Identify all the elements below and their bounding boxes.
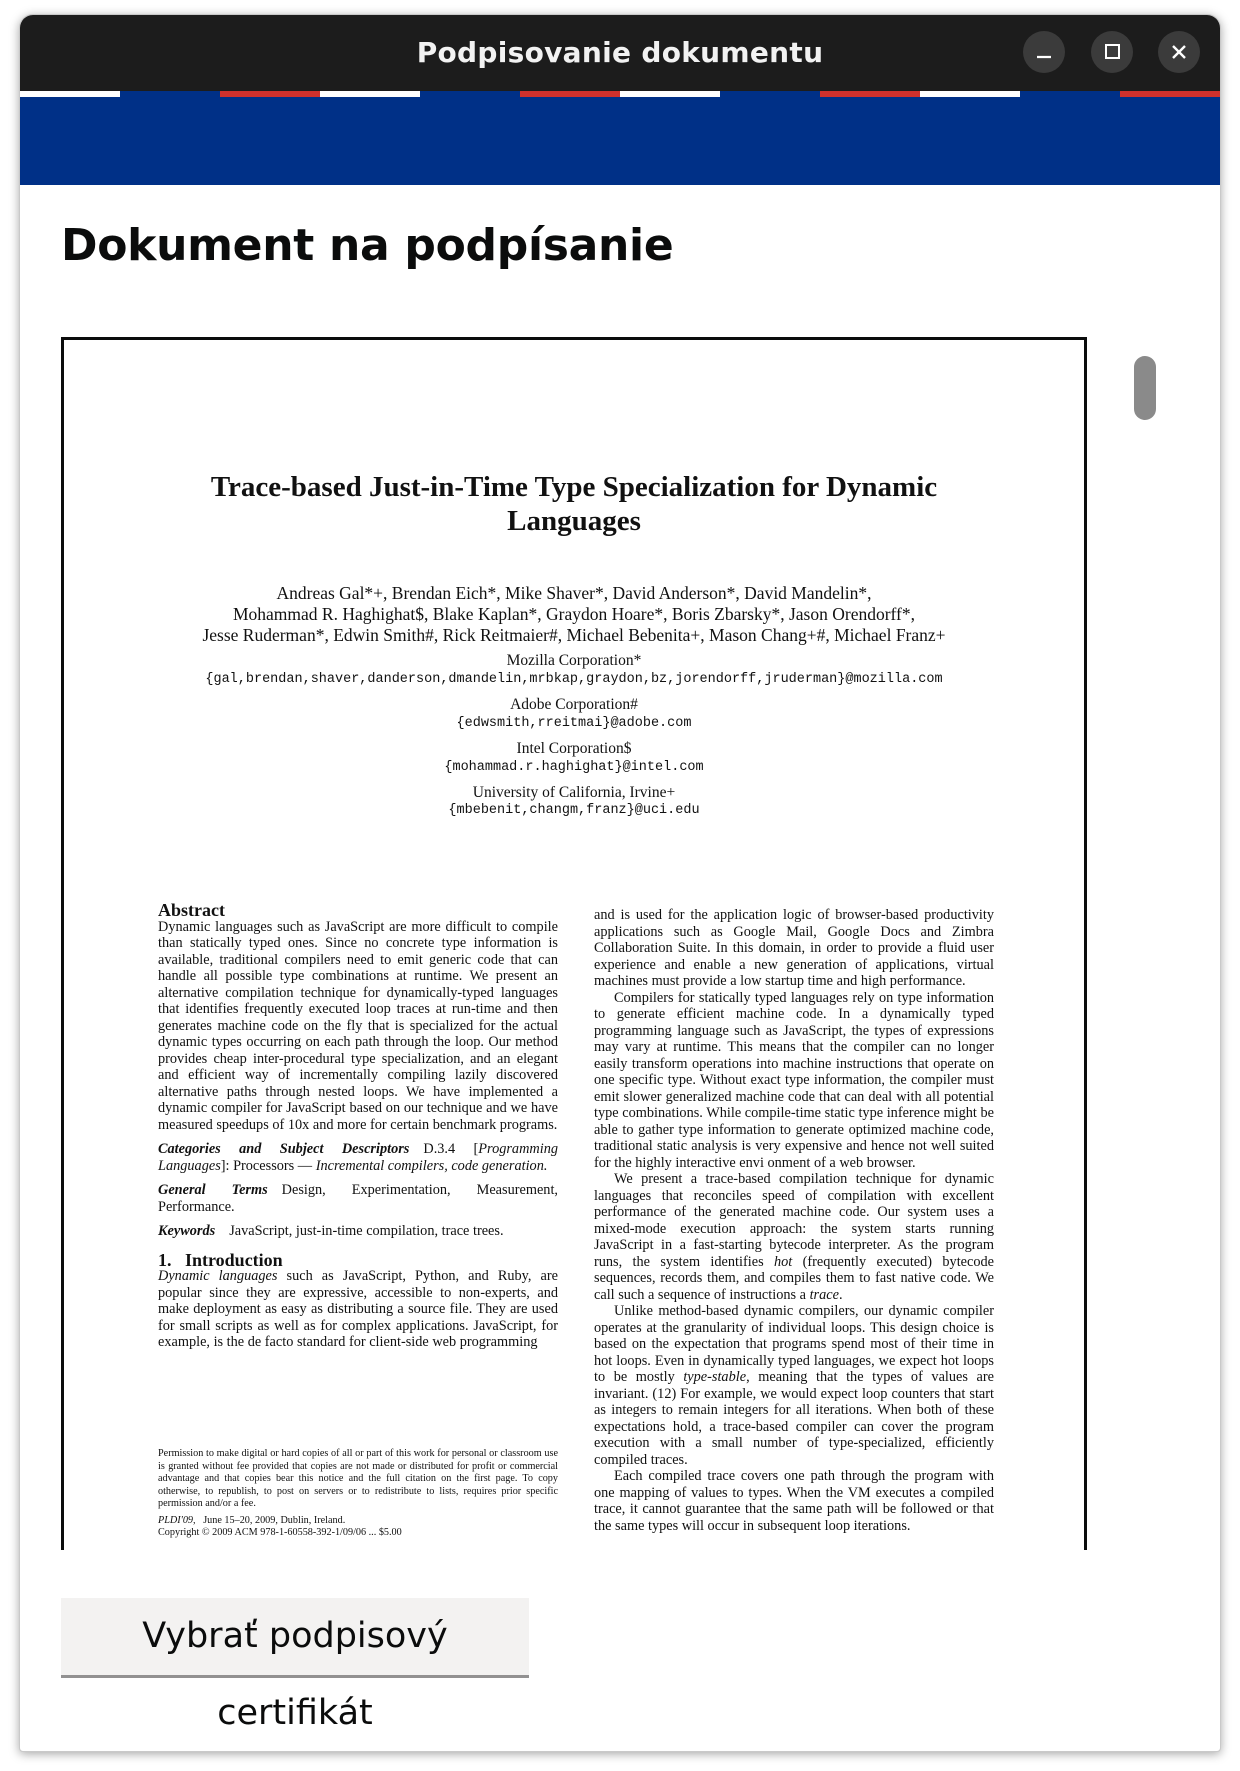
title-bar[interactable]	[20, 15, 1220, 91]
footnote-venue-rest: June 15–20, 2009, Dublin, Ireland.	[203, 1514, 346, 1526]
paragraph	[594, 1171, 994, 1303]
paragraph-text: Unlike method-based dynamic compilers, our dynamic compiler operates at the granularity of individual loops. This design choice is based on the expectation that programs spend most of their time in hot loops. Even in dynamically typed languages, we expect hot loops to be mostly	[594, 1303, 994, 1385]
affiliation-name: Adobe Corporation#	[510, 696, 638, 713]
keywords-label: Keywords	[158, 1223, 216, 1239]
paragraph: Compilers for statically typed languages rely on type information to generate efficient machine code. In a dynamically typed programming language such as JavaScript, the types of expressions may vary at runtime. This means that the compiler can no longer easily transform operations into machine instructions that operate on one specific type. Without exact type information, the compiler must emit slower generalized machine code that can deal with all potential type combinations. While compile-time static type inference might be able to gather type information to generate optimized machine code, traditional static analysis is very expensive and hence not well suited for the highly interactive envi onment of a web browser.	[594, 989, 994, 1171]
banner-stripe	[1120, 91, 1220, 97]
categories-text-italic: Programming Languages	[158, 1141, 558, 1174]
categories-field	[158, 1141, 558, 1174]
author-line: Mohammad R. Haghighat$, Blake Kaplan*, Graydon Hoare*, Boris Zbarsky*, Jason Orendorff*,	[232, 604, 916, 624]
banner-stripe	[220, 91, 320, 97]
author-line: Jesse Ruderman*, Edwin Smith#, Rick Reitmaier#, Michael Bebenita+, Mason Chang+#, Michael Franz+	[202, 625, 946, 645]
banner-stripe	[20, 91, 120, 97]
paragraph-italic: trace	[809, 1286, 839, 1303]
left-column	[158, 902, 558, 1351]
footnote-copyright: Copyright © 2009 ACM 978-1-60558-392-1/09/06 ... $5.00	[158, 1527, 402, 1538]
author-line: Andreas Gal*+, Brendan Eich*, Mike Shaver*, David Anderson*, David Mandelin*,	[276, 583, 872, 603]
paragraph-text: .	[838, 1286, 843, 1303]
banner-stripe	[820, 91, 920, 97]
footnote-text: Permission to make digital or hard copies of all or part of this work for personal or classroom use is granted without fee provided that copies are not made or distributed for profit or commercial advantage and that copies bear this notice and the full citation on the first page. To copy otherwise, to republish, to post on servers or to redistribute to lists, requires prior specific permission and/or a fee.	[158, 1448, 558, 1509]
page-title: Dokument na podpísanie	[61, 220, 674, 271]
general-terms-text: Design, Experimentation, Measurement, Performance.	[158, 1182, 558, 1215]
intro-text	[158, 1268, 558, 1351]
close-button[interactable]	[1158, 31, 1200, 73]
keywords-text: JavaScript, just-in-time compilation, trace trees.	[229, 1223, 504, 1239]
banner-stripe	[920, 91, 1020, 97]
scrollbar-thumb[interactable]	[1134, 356, 1156, 420]
paragraph-text: , meaning that the types of values are invariant. (12) For example, we would expect loop counters that start as integers to remain integers for all iterations. When both of these expectations hold, a trace-based compiler can cover the program execution with a small number of type-specialized, efficiently compiled traces.	[594, 1369, 994, 1468]
right-column	[594, 907, 994, 1534]
minimize-icon	[1023, 31, 1065, 73]
copyright-footnote	[158, 1448, 558, 1540]
affiliation-name: Intel Corporation$	[516, 740, 632, 757]
maximize-icon	[1091, 31, 1133, 73]
affiliation-name: Mozilla Corporation*	[506, 652, 642, 669]
affiliation-email: {mbebenit,changm,franz}@uci.edu	[448, 803, 700, 818]
window-title: Podpisovanie dokumentu	[416, 36, 824, 69]
paragraph: and is used for the application logic of browser-based productivity applications such as Google Mail, Google Docs and Zimbra Collaboration Suite. In this domain, in order to provide a fluid user experience and enable a new generation of applications, virtual machines must provide a low startup time and high performance.	[594, 907, 994, 989]
document-viewer[interactable]	[61, 337, 1087, 1550]
keywords-field	[158, 1223, 558, 1240]
paper-title	[124, 470, 1024, 538]
intro-italic: Dynamic languages	[158, 1268, 278, 1284]
abstract-heading: Abstract	[158, 900, 225, 920]
affiliation-name: University of California, Irvine+	[472, 784, 676, 801]
banner-stripe	[520, 91, 620, 97]
paragraph: Each compiled trace covers one path through the program with one mapping of values to types. When the VM executes a compiled trace, it cannot guarantee that the same path will be followed or that the same types will occur in subsequent loop iterations.	[594, 1468, 994, 1534]
categories-text: D.3.4 [	[423, 1141, 479, 1157]
affiliation-email: {edwsmith,rreitmai}@adobe.com	[456, 716, 692, 731]
paragraph-italic: hot	[773, 1253, 793, 1270]
maximize-button[interactable]	[1091, 31, 1133, 73]
header-banner	[20, 91, 1220, 185]
affiliation-email: {gal,brendan,shaver,danderson,dmandelin,mrbkap,graydon,bz,jorendorff,jruderman}@mozilla.com	[205, 672, 943, 687]
general-terms-field	[158, 1182, 558, 1215]
paragraph	[594, 1303, 994, 1468]
close-icon	[1158, 31, 1200, 73]
paragraph-text: We present a trace-based compilation technique for dynamic languages that reconciles speed of compilation with excellent performance of the generated machine code. Our system uses a mixed-mode execution approach: the system starts running JavaScript in a fast-starting bytecode interpreter. As the program runs, the system identifies	[594, 1171, 994, 1270]
affiliation-email: {mohammad.r.haghighat}@intel.com	[444, 760, 704, 775]
paragraph-text: (frequently executed) bytecode sequences, records them, and compiles them to fast native code. We call such a sequence of instructions a	[594, 1253, 994, 1303]
select-certificate-button[interactable]: Vybrať podpisový certifikát	[61, 1598, 529, 1675]
banner-stripe	[320, 91, 420, 97]
abstract-text: Dynamic languages such as JavaScript are more difficult to compile than statically typed ones. Since no concrete type information is available, traditional compilers need to emit generic code that can handle all possible type combinations at runtime. We present an alternative compilation technique for dynamically-typed languages that identifies frequently executed loop traces at run-time and then generates machine code on the fly that is specialized for the actual dynamic types occurring on each path through the loop. Our method provides cheap inter-procedural type specialization, and an elegant and efficient way of incrementally compiling lazily discovered alternative paths through nested loops. We have implemented a dynamic compiler for JavaScript based on our technique and we have measured speedups of 10x and more for certain benchmark programs.	[158, 918, 558, 1133]
intro-body: such as JavaScript, Python, and Ruby, are popular since they are expressive, accessible to non-experts, and make deployment as easy as distributing a source file. They are used for small scripts as well as for complex applications. JavaScript, for example, is the de facto standard for client-side web programming	[158, 1268, 558, 1350]
categories-label: Categories and Subject Descriptors	[158, 1141, 410, 1157]
paper-title-line: Trace-based Just-in-Time Type Specialization for Dynamic	[210, 471, 938, 503]
categories-text: ]: Processors —	[220, 1157, 313, 1174]
banner-stripe	[620, 91, 720, 97]
paragraph-italic: type-stable	[683, 1369, 747, 1385]
categories-text-italic: Incremental compilers, code generation.	[315, 1157, 548, 1174]
paper-title-line: Languages	[507, 505, 641, 537]
intro-heading: 1. Introduction	[158, 1249, 283, 1270]
footnote-venue: PLDI'09,	[158, 1514, 196, 1526]
document-page	[64, 340, 1084, 1550]
general-terms-label: General Terms	[158, 1182, 268, 1198]
minimize-button[interactable]	[1023, 31, 1065, 73]
